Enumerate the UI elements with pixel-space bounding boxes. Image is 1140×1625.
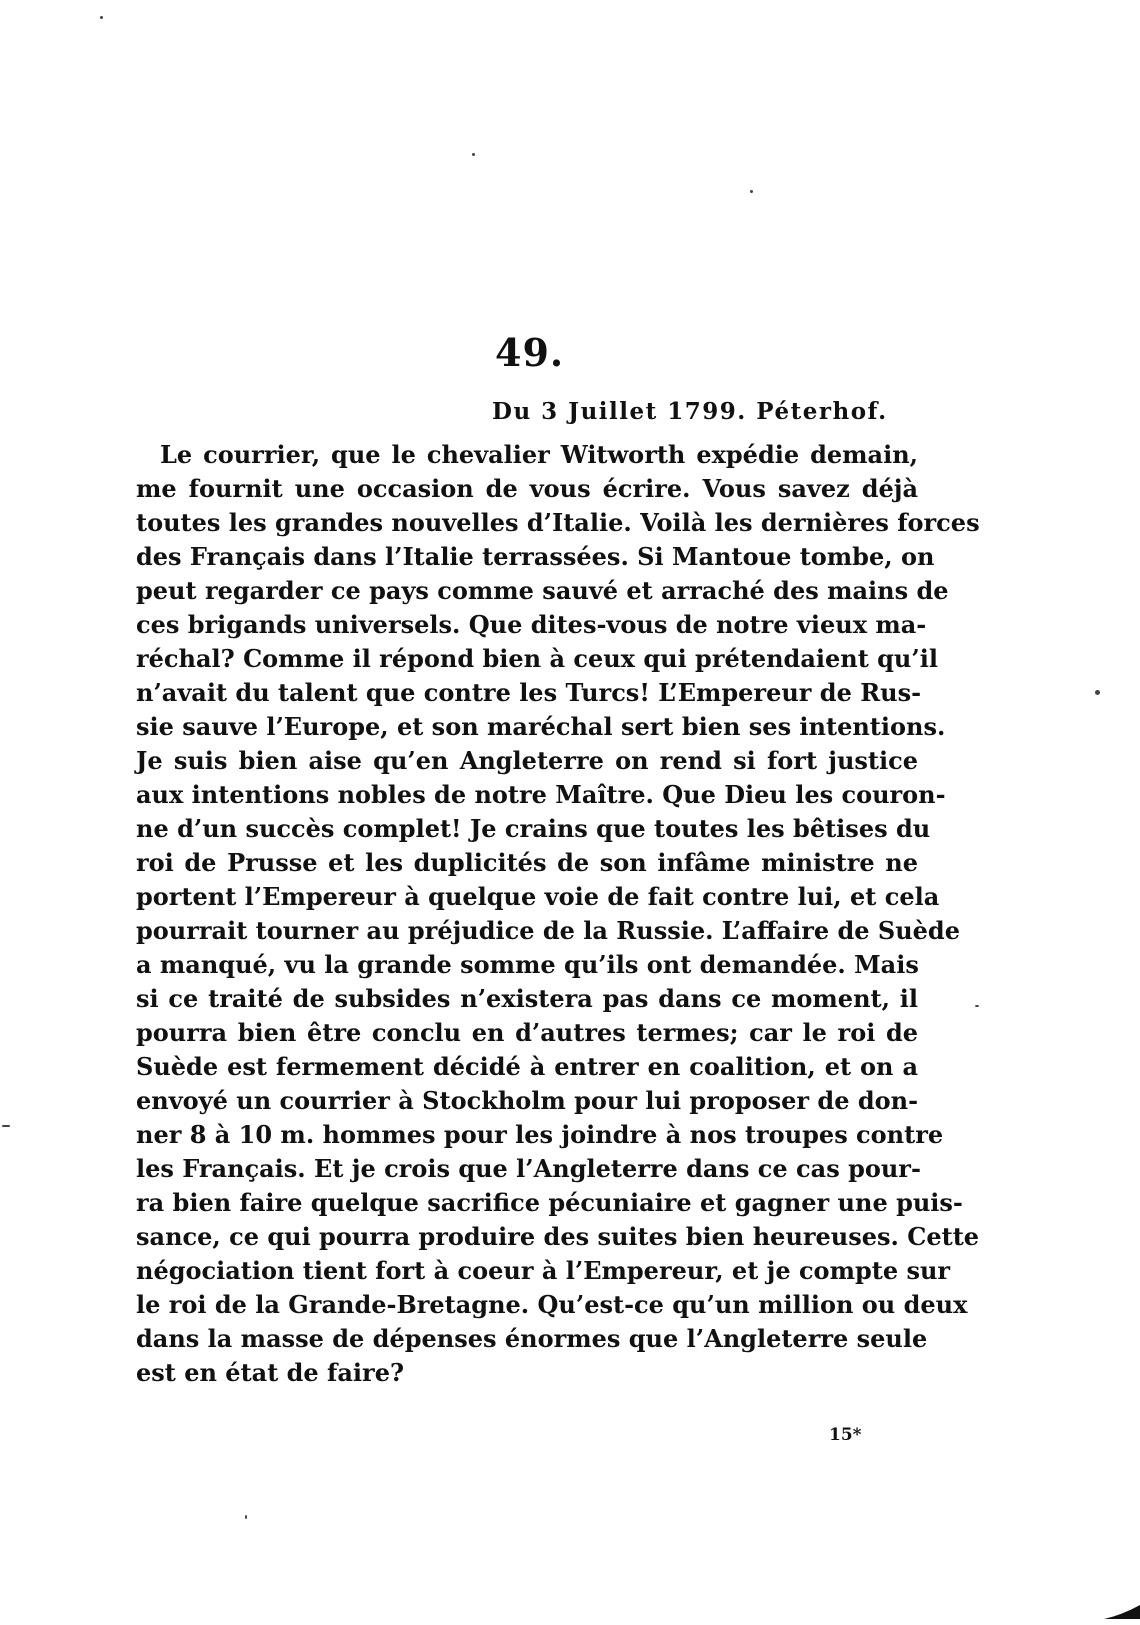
signature-mark: 15* [829,1425,862,1445]
scan-speck [472,153,475,156]
text-line: me fournit une occasion de vous écrire. Vous savez déjà [136,474,918,503]
text-line: si ce traité de subsides n’existera pas dans ce moment, il [136,984,918,1013]
text-line: ner 8 à 10 m. hommes pour les joindre à nos troupes contre [136,1120,944,1149]
text-line: pourrait tourner au préjudice de la Russie. L’affaire de Suède [136,916,960,945]
text-line: ra bien faire quelque sacrifice pécuniaire et gagner une puis- [136,1188,963,1217]
scan-speck [750,190,753,193]
text-line: peut regarder ce pays comme sauvé et arraché des mains de [136,576,949,605]
scan-speck [245,1515,247,1519]
text-line: sance, ce qui pourra produire des suites bien heureuses. Cette [136,1222,980,1251]
scan-speck [2,1125,10,1127]
text-line: réchal? Comme il répond bien à ceux qui prétendaient qu’il [136,644,938,673]
text-line: pourra bien être conclu en d’autres termes; car le roi de [136,1018,918,1047]
text-line: envoyé un courrier à Stockholm pour lui proposer de don- [136,1086,919,1115]
text-line: n’avait du talent que contre les Turcs! L’Empereur de Rus- [136,678,922,707]
text-line: Je suis bien aise qu’en Angleterre on rend si fort justice [136,746,918,775]
scan-speck [975,1005,979,1007]
text-line: portent l’Empereur à quelque voie de fait contre lui, et cela [136,882,940,911]
text-line: a manqué, vu la grande somme qu’ils ont demandée. Mais [136,950,919,979]
dateline: Du 3 Juillet 1799. Péterhof. [492,398,888,425]
text-line: des Français dans l’Italie terrassées. Si Mantoue tombe, on [136,542,935,571]
letter-number: 49. [495,330,565,375]
text-line: toutes les grandes nouvelles d’Italie. Voilà les dernières forces [136,508,980,537]
scan-speck [100,16,103,19]
letter-body [136,438,980,1390]
text-line: ne d’un succès complet! Je crains que toutes les bêtises du [136,814,931,843]
scan-speck [1095,690,1100,695]
text-line: le roi de la Grande-Bretagne. Qu’est-ce qu’un million ou deux [136,1290,968,1319]
text-line: aux intentions nobles de notre Maître. Que Dieu les couron- [136,780,946,809]
text-line: dans la masse de dépenses énormes que l’Angleterre seule [136,1324,928,1353]
text-line: est en état de faire? [136,1358,405,1387]
scan-corner-mark [1104,1605,1140,1619]
text-line: ces brigands universels. Que dites-vous de notre vieux ma- [136,610,927,639]
text-line: sie sauve l’Europe, et son maréchal sert bien ses intentions. [136,712,946,741]
text-line: Le courrier, que le chevalier Witworth expédie demain, [160,440,918,469]
text-line: les Français. Et je crois que l’Angleterre dans ce cas pour- [136,1154,921,1183]
text-line: négociation tient fort à coeur à l’Empereur, et je compte sur [136,1256,951,1285]
text-line: roi de Prusse et les duplicités de son infâme ministre ne [136,848,918,877]
text-line: Suède est fermement décidé à entrer en coalition, et on a [136,1052,918,1081]
